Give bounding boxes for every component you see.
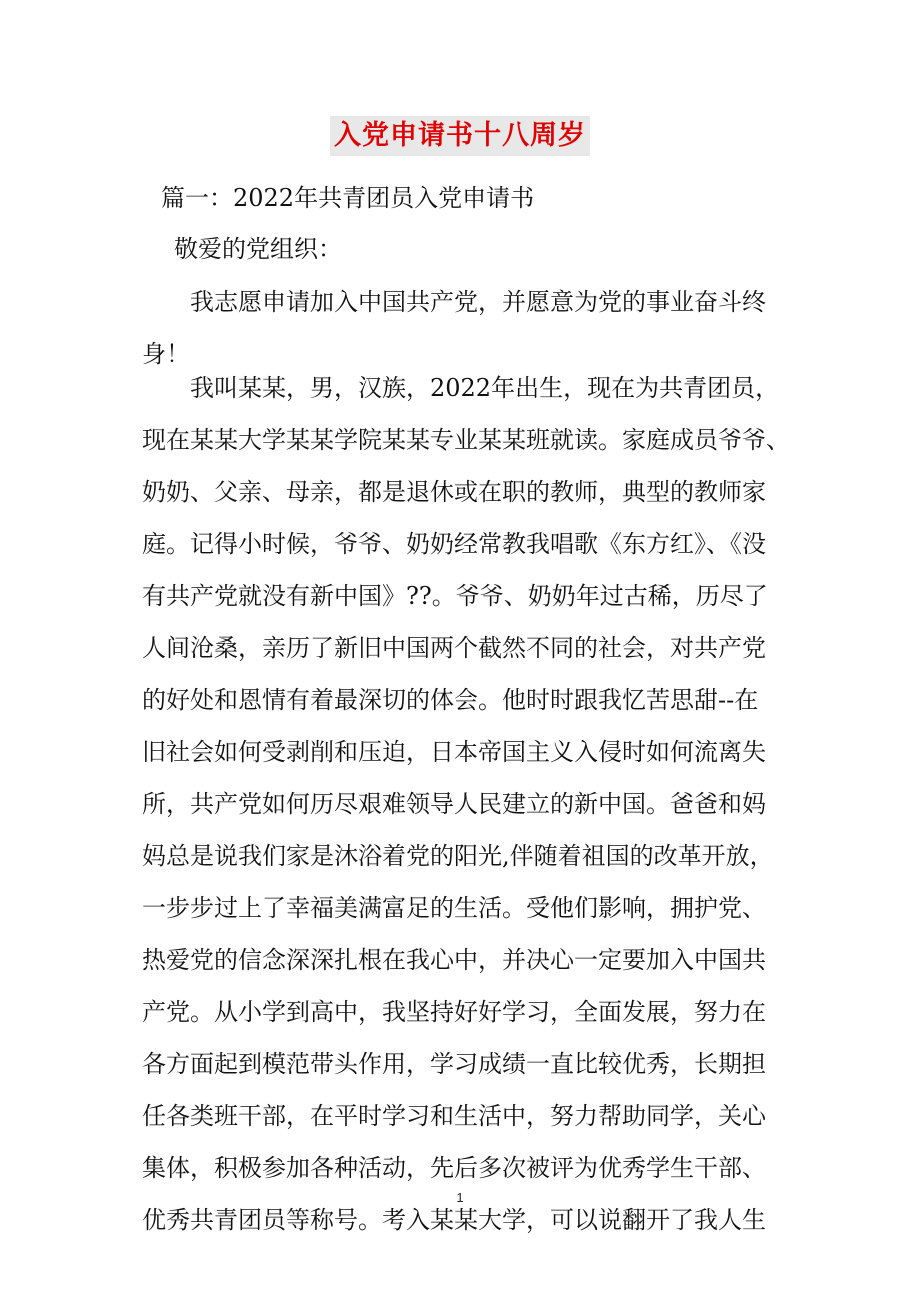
- title-container: [0, 116, 920, 156]
- text-line: 我志愿申请加入中国共产党，并愿意为党的事业奋斗终: [142, 288, 766, 316]
- text-line: 的好处和恩情有着最深切的体会。他时时跟我忆苦思甜--在: [142, 686, 759, 714]
- paragraph-2: [142, 362, 792, 1246]
- salutation: 敬爱的党组织：: [174, 235, 342, 263]
- page-number: 1: [456, 1190, 464, 1205]
- text-line: 一步步过上了幸福美满富足的生活。受他们影响，拥护党、: [142, 894, 766, 922]
- section-heading: 篇一：2022年共青团员入党申请书: [161, 184, 535, 212]
- text-line: 有共产党就没有新中国》??。爷爷、奶奶年过古稀，历尽了: [142, 582, 768, 610]
- text-line: 各方面起到模范带头作用，学习成绩一直比较优秀，长期担: [142, 1050, 766, 1078]
- text-line: 妈总是说我们家是沐浴着党的阳光,伴随着祖国的改革开放，: [142, 842, 774, 870]
- document-title: 入党申请书十八周岁: [330, 116, 590, 156]
- text-line: 身！: [142, 340, 190, 368]
- text-line: 人间沧桑，亲历了新旧中国两个截然不同的社会，对共产党: [142, 634, 766, 662]
- text-line: 奶奶、父亲、母亲，都是退休或在职的教师，典型的教师家: [142, 478, 766, 506]
- text-line: 所，共产党如何历尽艰难领导人民建立的新中国。爸爸和妈: [142, 790, 766, 818]
- text-line: 集体，积极参加各种活动，先后多次被评为优秀学生干部、: [142, 1154, 766, 1182]
- text-line: 任各类班干部，在平时学习和生活中，努力帮助同学，关心: [142, 1102, 766, 1130]
- text-line: 旧社会如何受剥削和压迫，日本帝国主义入侵时如何流离失: [142, 738, 766, 766]
- text-line: 庭。记得小时候，爷爷、奶奶经常教我唱歌《东方红》、《没: [142, 530, 766, 558]
- text-line: 优秀共青团员等称号。考入某某大学，可以说翻开了我人生: [142, 1206, 766, 1234]
- text-line: 现在某某大学某某学院某某专业某某班就读。家庭成员爷爷、: [142, 426, 790, 454]
- text-line: 热爱党的信念深深扎根在我心中，并决心一定要加入中国共: [142, 946, 766, 974]
- text-line: 我叫某某，男，汉族，2022年出生，现在为共青团员，: [142, 374, 780, 402]
- text-line: 产党。从小学到高中，我坚持好好学习，全面发展，努力在: [142, 998, 766, 1026]
